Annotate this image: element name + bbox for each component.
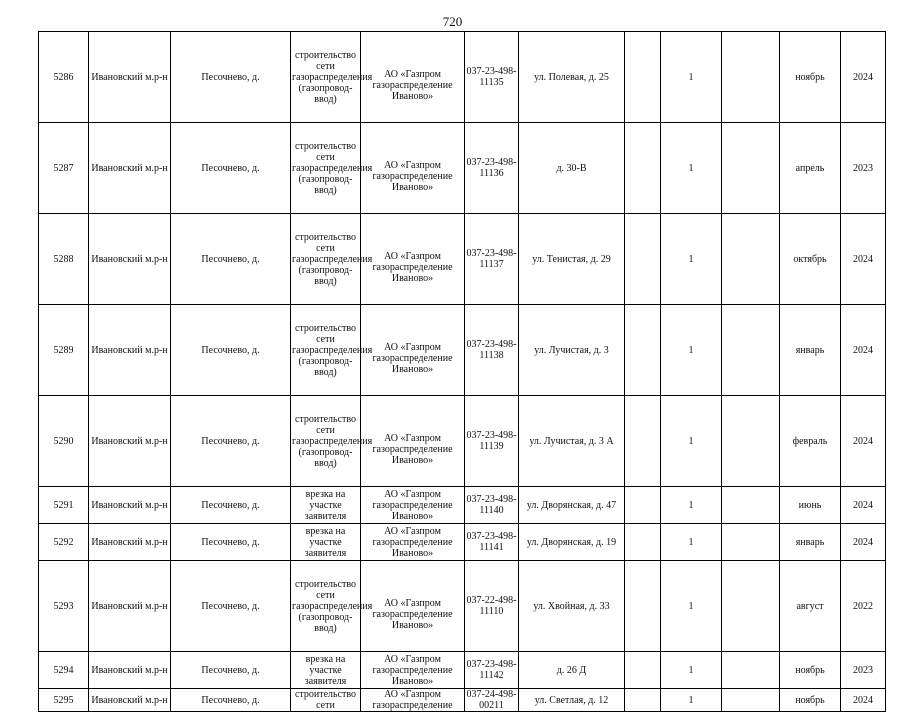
table-row <box>39 487 886 524</box>
work-type-cell: строительство сети газораспределения (газопровод-ввод) <box>291 561 361 652</box>
district-cell: Ивановский м.р-н <box>89 524 171 561</box>
quantity-cell: 1 <box>661 689 722 712</box>
work-type-cell: врезка на участке заявителя <box>291 487 361 524</box>
locality-cell: Песочнево, д. <box>171 487 291 524</box>
quantity-cell: 1 <box>661 652 722 689</box>
quantity-cell: 1 <box>661 32 722 123</box>
address-cell: ул. Лучистая, д. 3 А <box>519 396 625 487</box>
month-cell: ноябрь <box>780 689 841 712</box>
empty-cell <box>625 561 661 652</box>
year-cell: 2024 <box>841 524 886 561</box>
address-cell: ул. Дворянская, д. 47 <box>519 487 625 524</box>
code-cell: 037-23-498-11136 <box>465 123 519 214</box>
quantity-cell: 1 <box>661 396 722 487</box>
code-cell: 037-23-498-11139 <box>465 396 519 487</box>
work-type-cell: строительство сети газораспределения (газопровод-ввод) <box>291 123 361 214</box>
empty-cell <box>722 652 780 689</box>
organization-cell: АО «Газпром газораспределение Иваново» <box>361 487 465 524</box>
empty-cell <box>625 32 661 123</box>
address-cell: ул. Светлая, д. 12 <box>519 689 625 712</box>
organization-cell: АО «Газпром газораспределение Иваново» <box>361 32 465 123</box>
empty-cell <box>625 123 661 214</box>
row-number: 5290 <box>39 396 89 487</box>
empty-cell <box>722 487 780 524</box>
organization-cell: АО «Газпром газораспределение Иваново» <box>361 396 465 487</box>
year-cell: 2024 <box>841 396 886 487</box>
address-cell: д. 26 Д <box>519 652 625 689</box>
code-cell: 037-23-498-11140 <box>465 487 519 524</box>
organization-cell: АО «Газпром газораспределение Иваново» <box>361 305 465 396</box>
year-cell: 2024 <box>841 305 886 396</box>
work-type-cell: строительство сети <box>291 689 361 712</box>
empty-cell <box>722 123 780 214</box>
organization-cell: АО «Газпром газораспределение Иваново» <box>361 652 465 689</box>
district-cell: Ивановский м.р-н <box>89 396 171 487</box>
table-row <box>39 652 886 689</box>
table-row <box>39 524 886 561</box>
address-cell: ул. Полевая, д. 25 <box>519 32 625 123</box>
district-cell: Ивановский м.р-н <box>89 305 171 396</box>
locality-cell: Песочнево, д. <box>171 214 291 305</box>
district-cell: Ивановский м.р-н <box>89 214 171 305</box>
empty-cell <box>722 32 780 123</box>
address-cell: ул. Дворянская, д. 19 <box>519 524 625 561</box>
empty-cell <box>625 214 661 305</box>
row-number: 5293 <box>39 561 89 652</box>
month-cell: февраль <box>780 396 841 487</box>
empty-cell <box>625 305 661 396</box>
row-number: 5287 <box>39 123 89 214</box>
district-cell: Ивановский м.р-н <box>89 487 171 524</box>
month-cell: июнь <box>780 487 841 524</box>
year-cell: 2024 <box>841 214 886 305</box>
row-number: 5294 <box>39 652 89 689</box>
row-number: 5288 <box>39 214 89 305</box>
organization-cell: АО «Газпром газораспределение Иваново» <box>361 123 465 214</box>
month-cell: ноябрь <box>780 32 841 123</box>
month-cell: август <box>780 561 841 652</box>
year-cell: 2024 <box>841 32 886 123</box>
code-cell: 037-23-498-11135 <box>465 32 519 123</box>
table-row <box>39 689 886 712</box>
work-type-cell: строительство сети газораспределения (газопровод-ввод) <box>291 305 361 396</box>
year-cell: 2024 <box>841 689 886 712</box>
locality-cell: Песочнево, д. <box>171 305 291 396</box>
table-row <box>39 32 886 123</box>
district-cell: Ивановский м.р-н <box>89 652 171 689</box>
code-cell: 037-23-498-11138 <box>465 305 519 396</box>
table-row <box>39 214 886 305</box>
organization-cell: АО «Газпром газораспределение <box>361 689 465 712</box>
empty-cell <box>722 305 780 396</box>
organization-cell: АО «Газпром газораспределение Иваново» <box>361 561 465 652</box>
work-type-cell: строительство сети газораспределения (газопровод-ввод) <box>291 32 361 123</box>
month-cell: октябрь <box>780 214 841 305</box>
row-number: 5289 <box>39 305 89 396</box>
work-type-cell: врезка на участке заявителя <box>291 652 361 689</box>
empty-cell <box>722 524 780 561</box>
work-type-cell: строительство сети газораспределения (газопровод-ввод) <box>291 214 361 305</box>
district-cell: Ивановский м.р-н <box>89 32 171 123</box>
quantity-cell: 1 <box>661 305 722 396</box>
empty-cell <box>722 396 780 487</box>
quantity-cell: 1 <box>661 123 722 214</box>
locality-cell: Песочнево, д. <box>171 396 291 487</box>
code-cell: 037-24-498-00211 <box>466 689 517 711</box>
year-cell: 2022 <box>841 561 886 652</box>
district-cell: Ивановский м.р-н <box>89 689 171 712</box>
empty-cell <box>722 214 780 305</box>
row-number: 5292 <box>39 524 89 561</box>
work-type-cell: врезка на участке заявителя <box>291 524 361 561</box>
organization-cell: АО «Газпром газораспределение Иваново» <box>361 214 465 305</box>
empty-cell <box>625 652 661 689</box>
row-number: 5286 <box>39 32 89 123</box>
empty-cell <box>625 689 661 712</box>
empty-cell <box>625 396 661 487</box>
empty-cell <box>625 487 661 524</box>
table-row <box>39 561 886 652</box>
empty-cell <box>625 524 661 561</box>
month-cell: ноябрь <box>780 652 841 689</box>
year-cell: 2024 <box>841 487 886 524</box>
month-cell: апрель <box>780 123 841 214</box>
address-cell: ул. Тенистая, д. 29 <box>519 214 625 305</box>
row-number: 5295 <box>39 689 89 712</box>
code-cell: 037-23-498-11137 <box>465 214 519 305</box>
locality-cell: Песочнево, д. <box>171 689 291 712</box>
district-cell: Ивановский м.р-н <box>89 123 171 214</box>
table-row <box>39 396 886 487</box>
quantity-cell: 1 <box>661 561 722 652</box>
quantity-cell: 1 <box>661 524 722 561</box>
address-cell: ул. Хвойная, д. 33 <box>519 561 625 652</box>
records-table <box>38 31 886 712</box>
locality-cell: Песочнево, д. <box>171 524 291 561</box>
address-cell: д. 30-В <box>519 123 625 214</box>
month-cell: январь <box>780 305 841 396</box>
row-number: 5291 <box>39 487 89 524</box>
quantity-cell: 1 <box>661 214 722 305</box>
empty-cell <box>722 561 780 652</box>
locality-cell: Песочнево, д. <box>171 652 291 689</box>
table-row <box>39 305 886 396</box>
year-cell: 2023 <box>841 652 886 689</box>
work-type-cell: строительство сети газораспределения (газопровод-ввод) <box>291 396 361 487</box>
quantity-cell: 1 <box>661 487 722 524</box>
month-cell: январь <box>780 524 841 561</box>
locality-cell: Песочнево, д. <box>171 561 291 652</box>
year-cell: 2023 <box>841 123 886 214</box>
empty-cell <box>722 689 780 712</box>
address-cell: ул. Лучистая, д. 3 <box>519 305 625 396</box>
locality-cell: Песочнево, д. <box>171 32 291 123</box>
organization-cell: АО «Газпром газораспределение Иваново» <box>361 524 465 561</box>
page-number: 720 <box>442 14 463 29</box>
code-cell: 037-23-498-11142 <box>465 652 519 689</box>
locality-cell: Песочнево, д. <box>171 123 291 214</box>
table-row <box>39 123 886 214</box>
code-cell: 037-23-498-11141 <box>465 524 519 561</box>
district-cell: Ивановский м.р-н <box>89 561 171 652</box>
code-cell: 037-22-498-11110 <box>465 561 519 652</box>
